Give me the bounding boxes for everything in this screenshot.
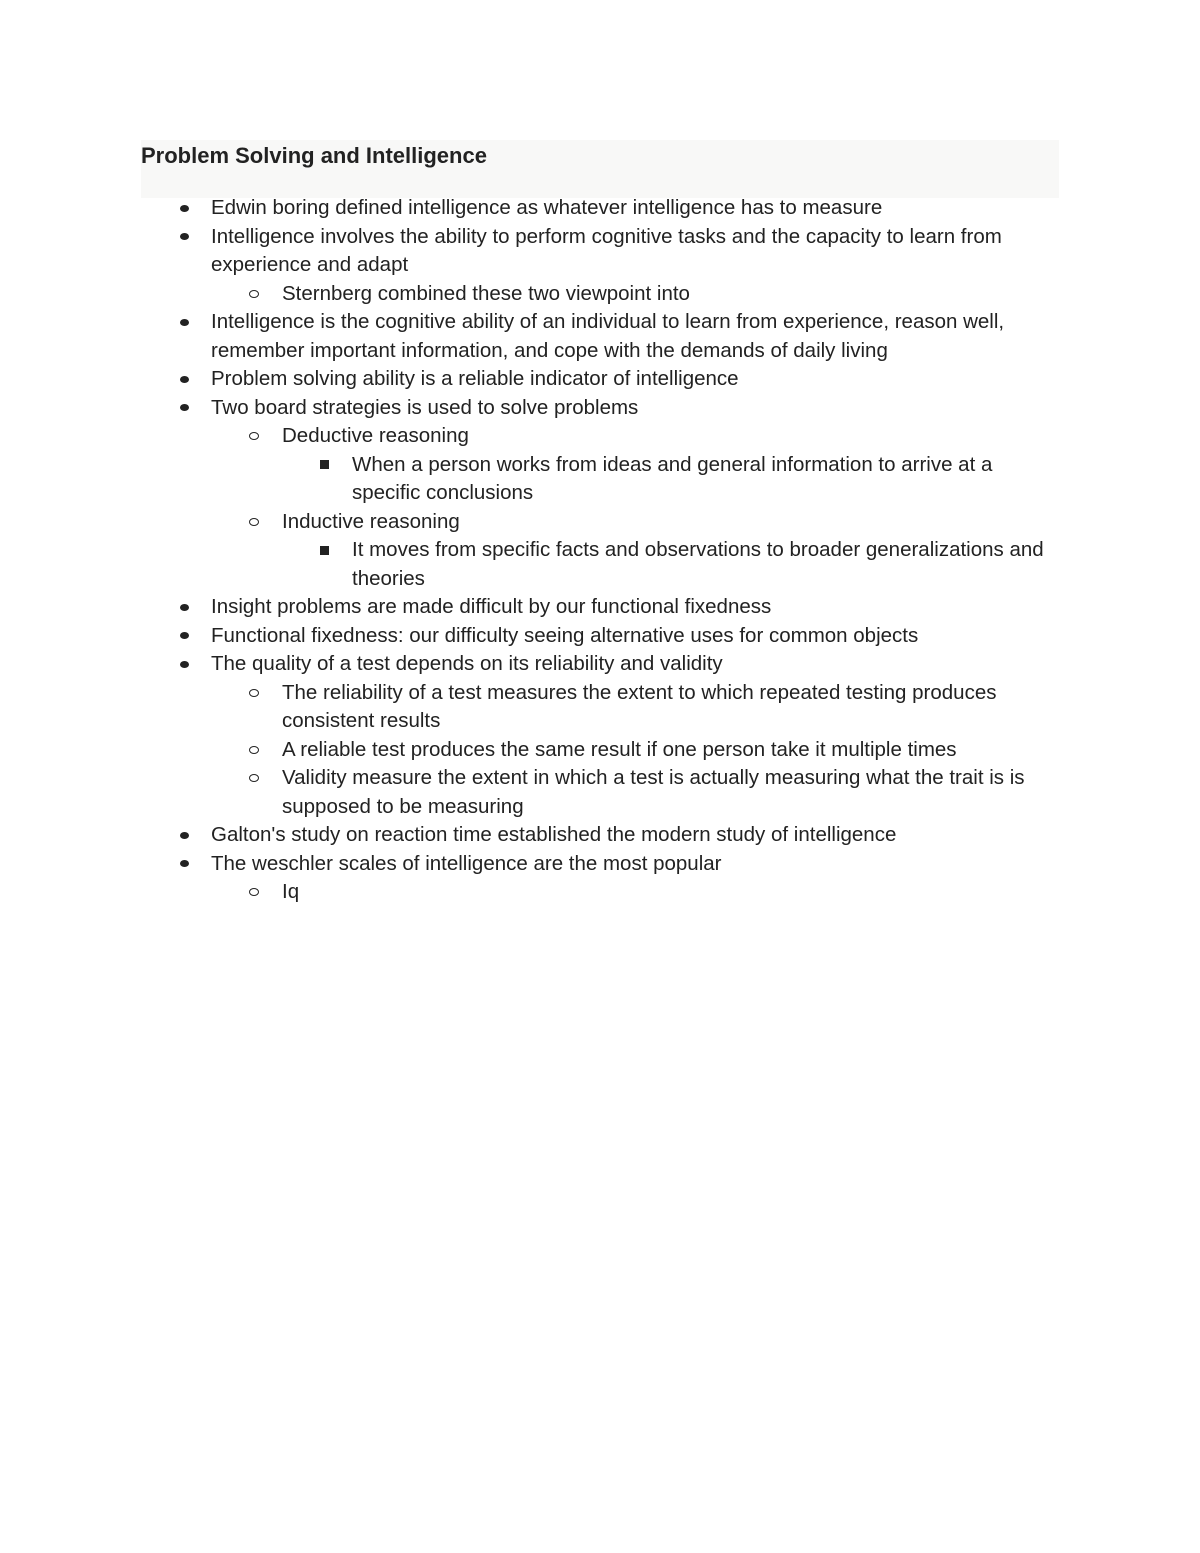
bullet-list (0, 194, 1200, 907)
list-item-text: Deductive reasoning (282, 424, 469, 447)
list-item-text: Intelligence is the cognitive ability of an individual to learn from experience, reason well, remember important information, and cope with the demands of daily living (211, 310, 1005, 362)
list-item-text: Edwin boring defined intelligence as whatever intelligence has to measure (211, 196, 883, 219)
list-item (0, 878, 1200, 907)
bullet-dot-icon (177, 394, 191, 423)
list-item-text: When a person works from ideas and general information to arrive at a specific conclusions (352, 452, 993, 504)
bullet-dot-icon (177, 308, 191, 337)
bullet-dot-icon (177, 821, 191, 850)
bullet-circle-icon (247, 508, 261, 537)
list-item-text: Inductive reasoning (282, 509, 460, 533)
list-item (0, 365, 1200, 394)
list-item (0, 536, 1200, 593)
list-item-text: A reliable test produces the same result if one person take it multiple times (282, 737, 957, 761)
list-item-text: The weschler scales of intelligence are the most popular (211, 851, 722, 875)
bullet-square-icon (317, 536, 331, 565)
list-item-text: It moves from specific facts and observations to broader generalizations and theories (352, 538, 1044, 590)
list-item (0, 593, 1200, 622)
document-title: Problem Solving and Intelligence (141, 143, 487, 168)
list-item (0, 508, 1200, 537)
list-item-text: Intelligence involves the ability to perform cognitive tasks and the capacity to learn from experience and adapt (211, 224, 1002, 276)
list-item-text: Insight problems are made difficult by our functional fixedness (211, 595, 772, 618)
list-item (0, 451, 1200, 508)
bullet-circle-icon (247, 679, 261, 708)
list-item-text: Galton's study on reaction time established the modern study of intelligence (211, 823, 897, 846)
bullet-circle-icon (247, 280, 261, 309)
bullet-dot-icon (177, 850, 191, 879)
list-item (0, 764, 1200, 821)
list-item-text: Validity measure the extent in which a test is actually measuring what the trait is is supposed to be measuring (282, 766, 1025, 818)
list-item (0, 223, 1200, 280)
list-item-text: Iq (282, 880, 300, 903)
list-item (0, 821, 1200, 850)
list-item (0, 194, 1200, 223)
list-item (0, 850, 1200, 879)
bullet-circle-icon (247, 878, 261, 907)
list-item-text: Two board strategies is used to solve problems (211, 395, 639, 419)
list-item (0, 422, 1200, 451)
bullet-dot-icon (177, 622, 191, 651)
bullet-dot-icon (177, 650, 191, 679)
list-item-text: Problem solving ability is a reliable indicator of intelligence (211, 367, 739, 390)
list-item (0, 280, 1200, 309)
bullet-dot-icon (177, 365, 191, 394)
list-item-text: Sternberg combined these two viewpoint into (282, 281, 690, 305)
list-item (0, 308, 1200, 365)
bullet-square-icon (317, 451, 331, 480)
list-item (0, 736, 1200, 765)
list-item (0, 650, 1200, 679)
bullet-dot-icon (177, 593, 191, 622)
bullet-circle-icon (247, 764, 261, 793)
list-item-text: Functional fixedness: our difficulty seeing alternative uses for common objects (211, 623, 919, 647)
bullet-circle-icon (247, 422, 261, 451)
list-item (0, 679, 1200, 736)
list-item (0, 622, 1200, 651)
bullet-dot-icon (177, 223, 191, 252)
list-item-text: The quality of a test depends on its reliability and validity (211, 652, 723, 675)
list-item-text: The reliability of a test measures the extent to which repeated testing produces consistent results (282, 680, 997, 732)
list-item (0, 394, 1200, 423)
bullet-circle-icon (247, 736, 261, 765)
bullet-dot-icon (177, 194, 191, 223)
